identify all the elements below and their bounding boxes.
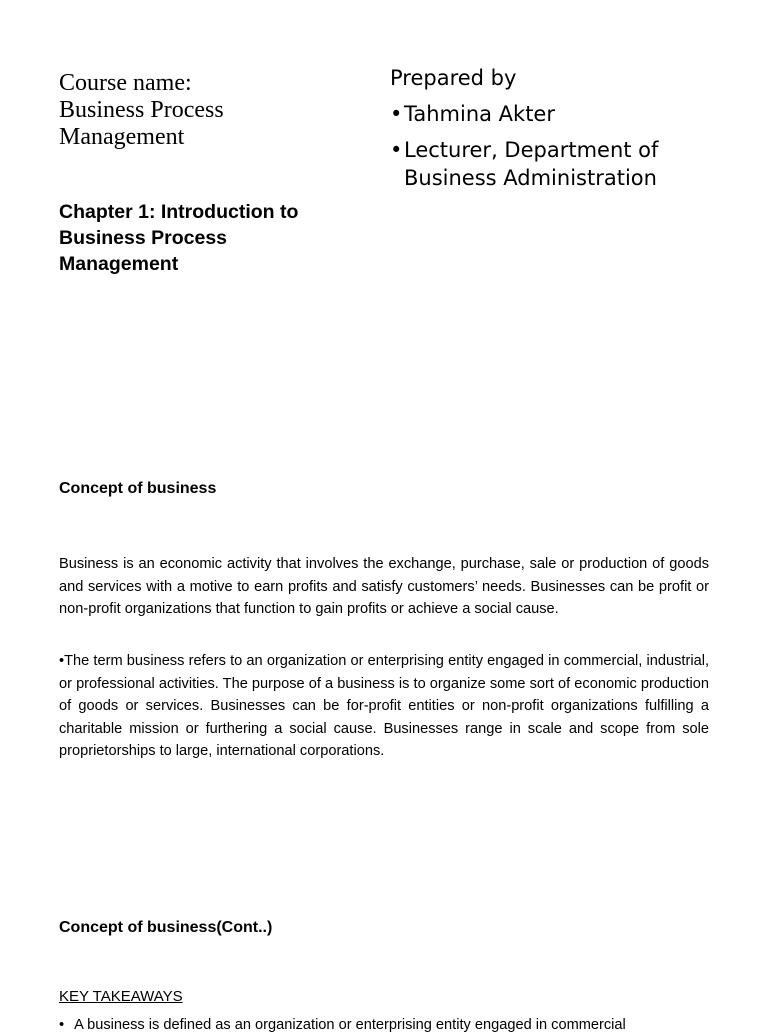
course-name-line-1: Business Process: [59, 97, 224, 123]
author-name: Tahmina Akter: [404, 102, 555, 126]
prepared-by-list: [390, 100, 750, 192]
prepared-by-item-role: [390, 136, 750, 192]
course-name-block: [59, 70, 359, 151]
course-name-line-2: Management: [59, 124, 185, 150]
bullet-icon: •: [390, 102, 403, 126]
prepared-by-item-author: [390, 100, 750, 128]
paragraph-business-term: •The term business refers to an organization or enterprising entity engaged in commercial, industrial, or professional activities. The purpose of a business is to organize some sort of economic production of goods or services. Businesses can be for-profit entities or non-profit organizations fulfilling a charitable mission or furthering a social cause. Businesses range in scale and scope from sole proprietorships to large, international corporations.: [59, 653, 709, 760]
paragraph-business-definition: Business is an economic activity that involves the exchange, purchase, sale or production of goods and services with a motive to earn profits and satisfy customers’ needs. Businesses can be profit or non-profit organizations that function to gain profits or achieve a social cause.: [59, 556, 709, 618]
course-name-label: Course name:: [59, 70, 192, 96]
key-takeaways-item: [59, 1015, 709, 1035]
prepared-by-heading: Prepared by: [390, 66, 517, 90]
key-takeaways-item-text: A business is defined as an organization or enterprising entity engaged in commercial: [74, 1017, 626, 1033]
prepared-by-block: [390, 64, 750, 200]
bullet-icon: •: [59, 1017, 65, 1033]
bullet-icon: •: [390, 138, 403, 162]
section-heading-concept-cont: Concept of business(Cont..): [59, 919, 273, 936]
chapter-title: Chapter 1: Introduction to Business Process Management: [59, 201, 299, 275]
author-role: Lecturer, Department of Business Administration: [404, 138, 659, 190]
key-takeaways-heading: KEY TAKEAWAYS: [59, 988, 183, 1005]
section-heading-concept: Concept of business: [59, 480, 217, 497]
